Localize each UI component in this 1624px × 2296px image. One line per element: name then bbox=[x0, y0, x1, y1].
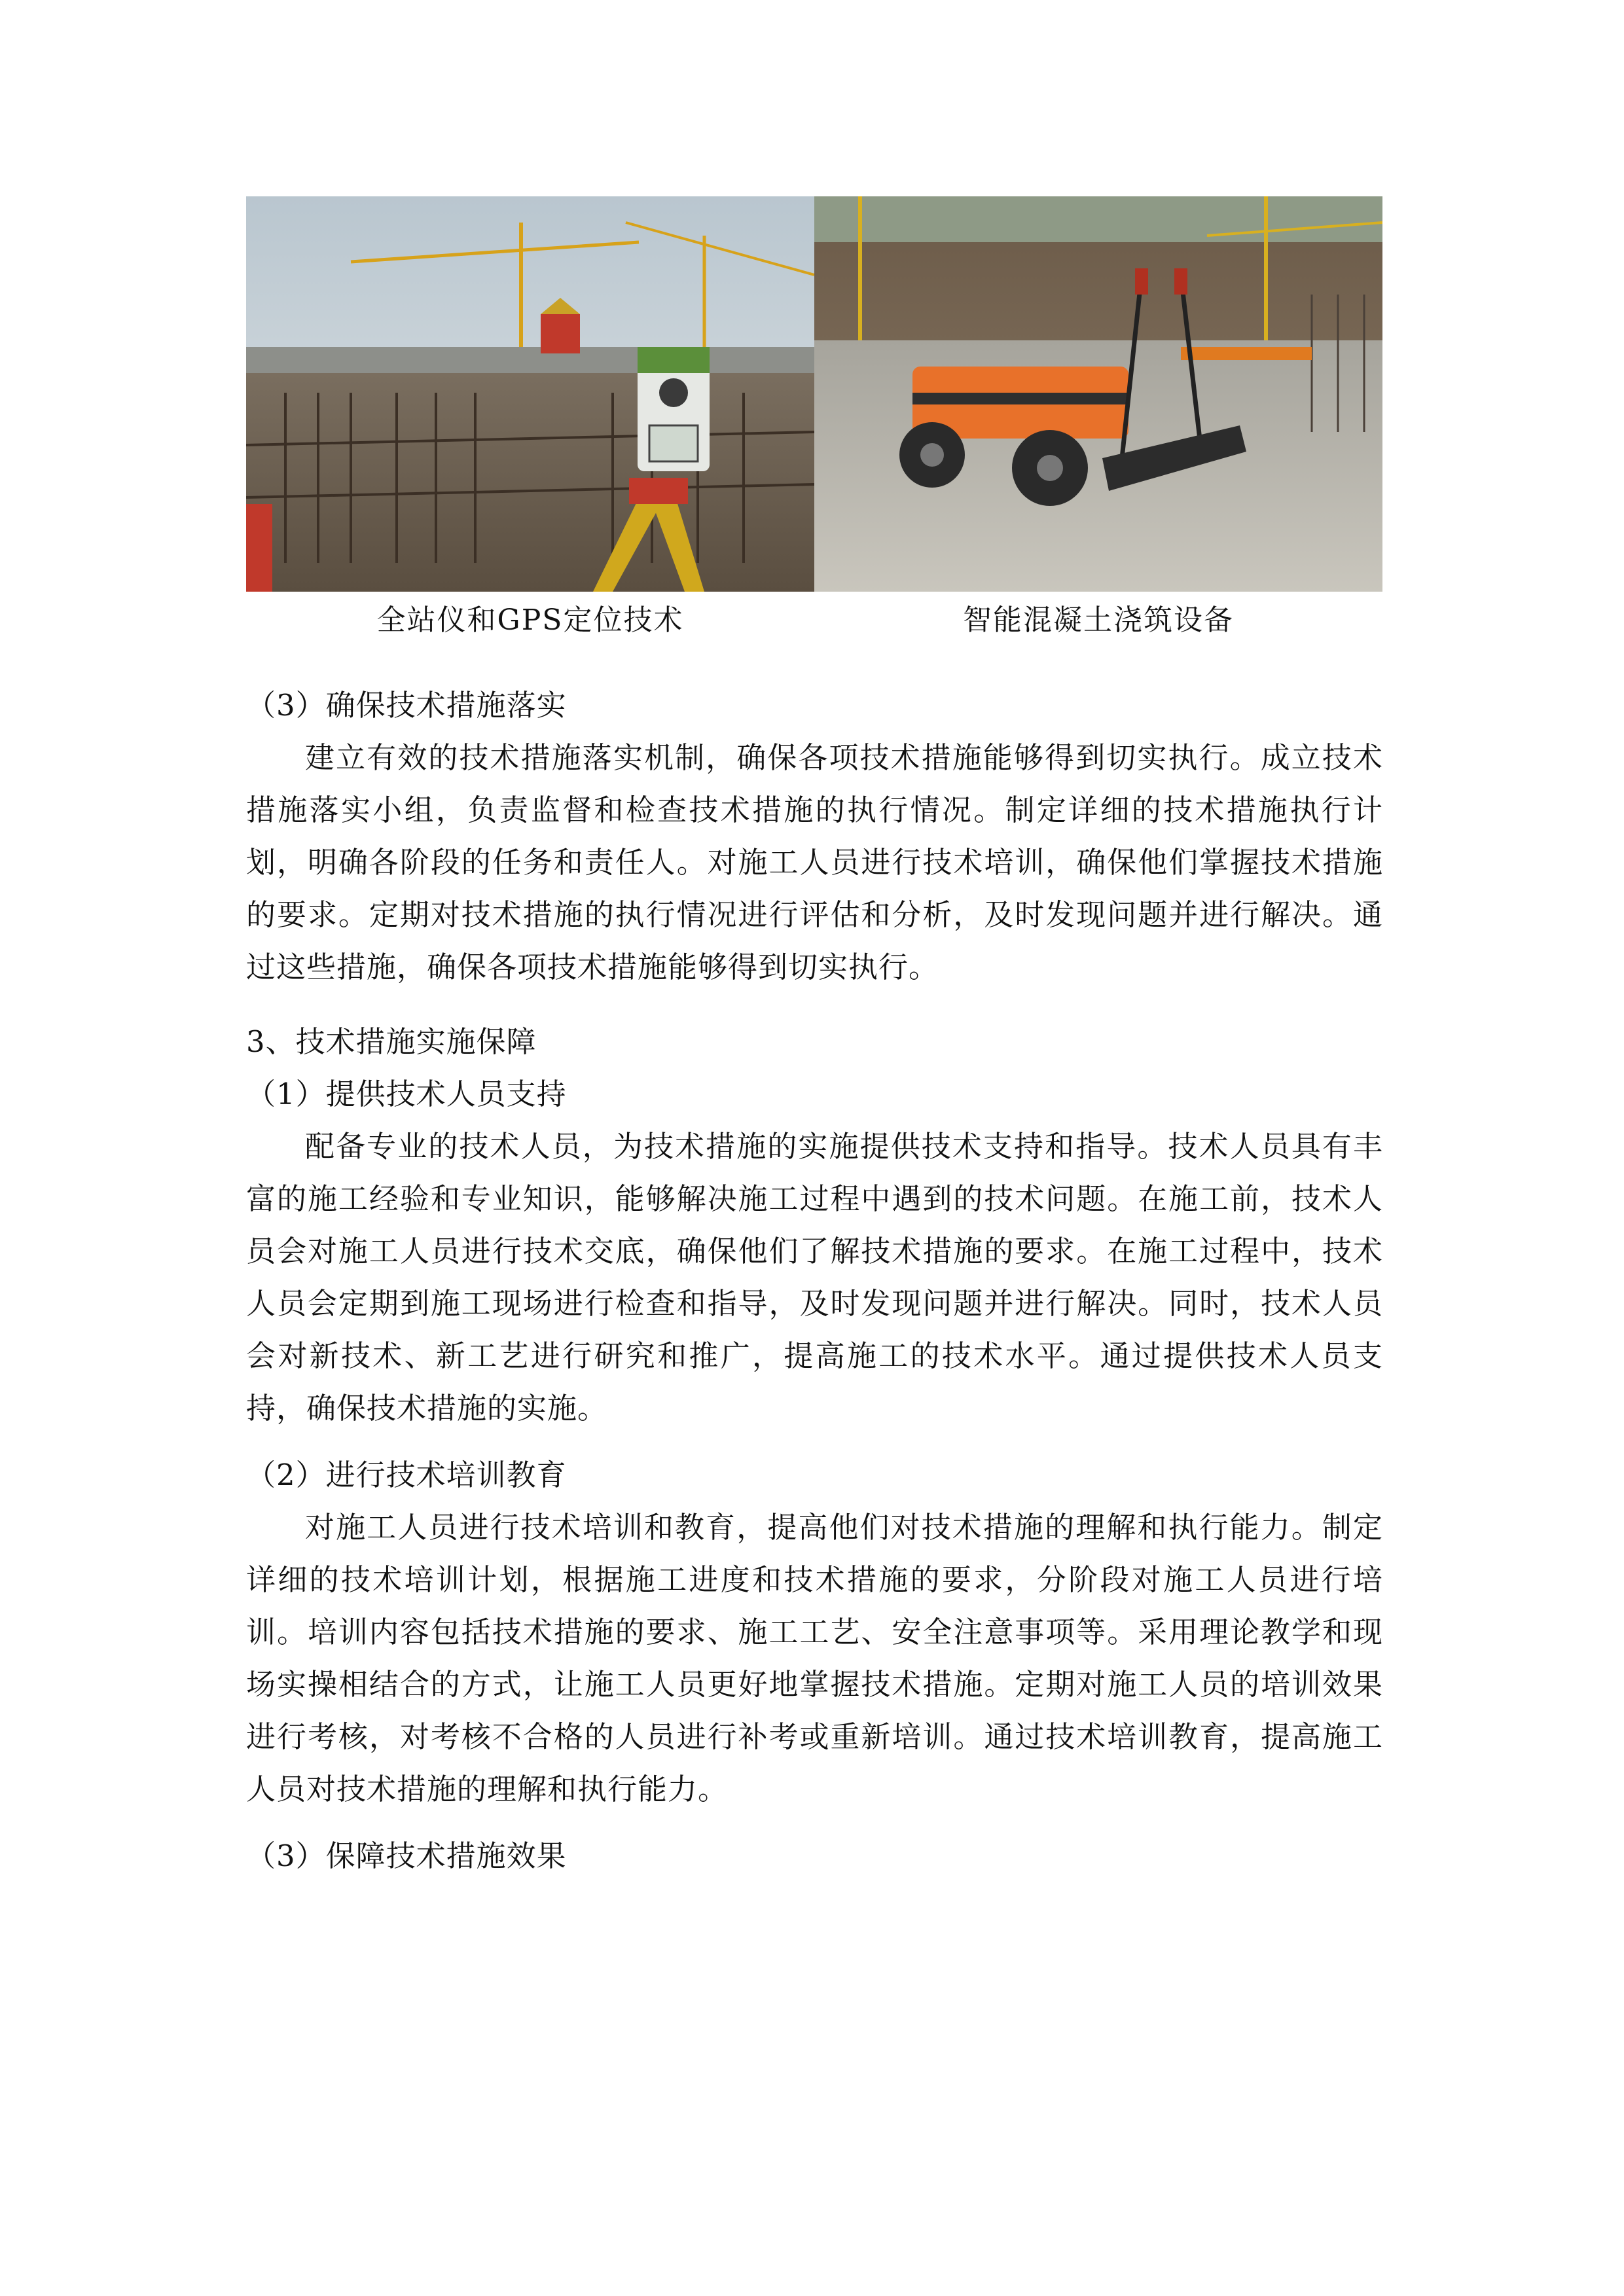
total-station-image bbox=[246, 196, 814, 592]
concrete-machine-image bbox=[814, 196, 1382, 592]
heading-technical-staff-support: （1）提供技术人员支持 bbox=[246, 1077, 567, 1111]
figure-row bbox=[246, 196, 1383, 592]
photo-concrete-machine bbox=[814, 196, 1382, 592]
paragraph-technical-training: 对施工人员进行技术培训和教育，提高他们对技术措施的理解和执行能力。制定详细的技术培训计划，根据施工进度和技术措施的要求，分阶段对施工人员进行培训。培训内容包括技术措施的要求、施工工艺、安全注意事项等。采用理论教学和现场实操相结合的方式，让施工人员更好地掌握技术措施。定期对施工人员的培训效果进行考核，对考核不合格的人员进行补考或重新培训。通过技术培训教育，提高施工人员对技术措施的理解和执行能力。 bbox=[246, 1510, 1383, 1806]
heading-implementation-guarantee: 3、技术措施实施保障 bbox=[246, 1024, 537, 1059]
caption-concrete-machine: 智能混凝土浇筑设备 bbox=[963, 603, 1234, 637]
heading-technical-training: （2）进行技术培训教育 bbox=[246, 1458, 567, 1492]
heading-ensure-implementation: （3）确保技术措施落实 bbox=[246, 688, 567, 723]
caption-total-station: 全站仪和GPS定位技术 bbox=[376, 603, 684, 637]
photo-total-station bbox=[246, 196, 814, 592]
heading-guarantee-effect: （3）保障技术措施效果 bbox=[246, 1839, 567, 1873]
figure-captions bbox=[246, 597, 1383, 644]
paragraph-technical-staff-support: 配备专业的技术人员，为技术措施的实施提供技术支持和指导。技术人员具有丰富的施工经验和专业知识，能够解决施工过程中遇到的技术问题。在施工前，技术人员会对施工人员进行技术交底，确保他们了解技术措施的要求。在施工过程中，技术人员会定期到施工现场进行检查和指导，及时发现问题并进行解决。同时，技术人员会对新技术、新工艺进行研究和推广，提高施工的技术水平。通过提供技术人员支持，确保技术措施的实施。 bbox=[246, 1129, 1383, 1426]
document-body bbox=[246, 679, 1383, 1882]
paragraph-ensure-implementation: 建立有效的技术措施落实机制，确保各项技术措施能够得到切实执行。成立技术措施落实小组，负责监督和检查技术措施的执行情况。制定详细的技术措施执行计划，明确各阶段的任务和责任人。对施工人员进行技术培训，确保他们掌握技术措施的要求。定期对技术措施的执行情况进行评估和分析，及时发现问题并进行解决。通过这些措施，确保各项技术措施能够得到切实执行。 bbox=[246, 740, 1383, 984]
